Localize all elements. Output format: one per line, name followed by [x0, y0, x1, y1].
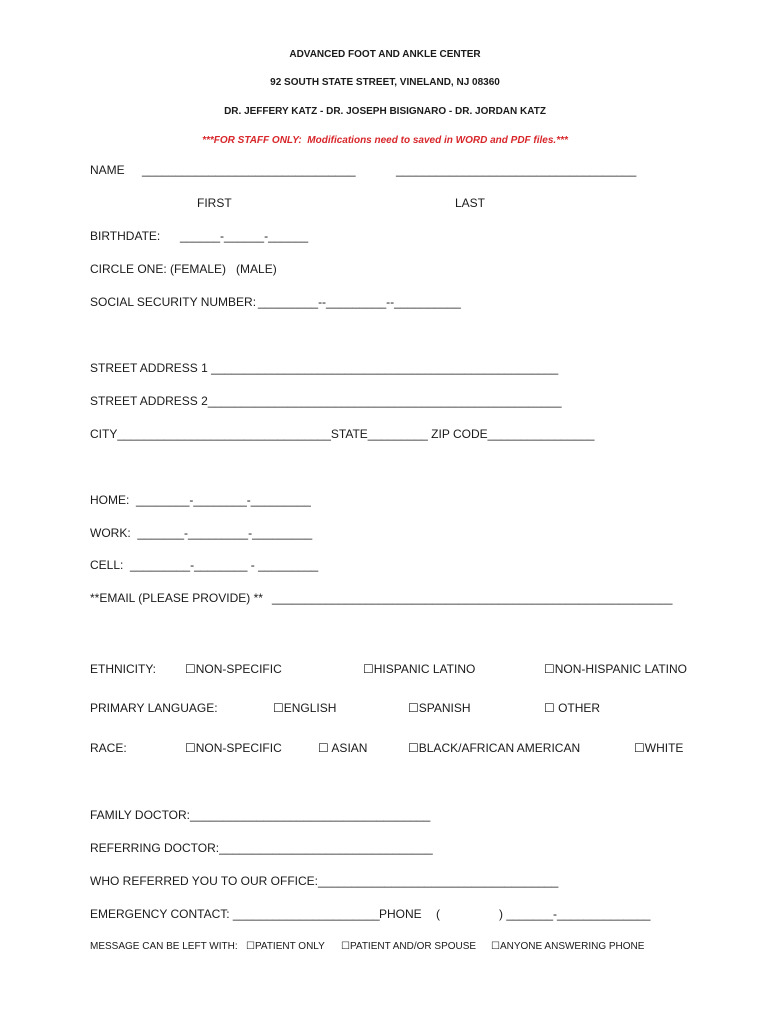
- cell-phone-field[interactable]: CELL: _________-________ - _________: [90, 558, 319, 572]
- ethnicity-hispanic-latino-checkbox[interactable]: ☐HISPANIC LATINO: [363, 662, 476, 676]
- language-spanish-checkbox[interactable]: ☐SPANISH: [408, 701, 471, 715]
- first-name-caption: FIRST: [197, 196, 232, 210]
- family-doctor-field[interactable]: FAMILY DOCTOR:____________________________________: [90, 808, 431, 822]
- message-patient-spouse-checkbox[interactable]: ☐PATIENT AND/OR SPOUSE: [341, 941, 477, 952]
- referred-by-field[interactable]: WHO REFERRED YOU TO OUR OFFICE:____________________________________: [90, 874, 559, 888]
- first-name-field[interactable]: ________________________________: [142, 163, 356, 177]
- message-anyone-checkbox[interactable]: ☐ANYONE ANSWERING PHONE: [491, 941, 645, 952]
- center-name-heading: ADVANCED FOOT AND ANKLE CENTER: [289, 49, 481, 60]
- message-patient-only-checkbox[interactable]: ☐PATIENT ONLY: [246, 941, 325, 952]
- referring-doctor-field[interactable]: REFERRING DOCTOR:________________________________: [90, 841, 433, 855]
- primary-language-label: PRIMARY LANGUAGE:: [90, 701, 218, 715]
- language-other-checkbox[interactable]: ☐ OTHER: [544, 701, 601, 715]
- emergency-phone-label: PHONE: [379, 907, 422, 921]
- race-non-specific-checkbox[interactable]: ☐NON-SPECIFIC: [185, 741, 282, 755]
- race-asian-checkbox[interactable]: ☐ ASIAN: [318, 741, 368, 755]
- gender-circle-one: CIRCLE ONE: (FEMALE) (MALE): [90, 262, 277, 276]
- race-label: RACE:: [90, 741, 127, 755]
- language-english-checkbox[interactable]: ☐ENGLISH: [273, 701, 337, 715]
- ethnicity-non-hispanic-latino-checkbox[interactable]: ☐NON-HISPANIC LATINO: [544, 662, 687, 676]
- city-state-zip-field[interactable]: CITY________________________________STATE_________ ZIP CODE________________: [90, 427, 595, 441]
- ssn-label: SOCIAL SECURITY NUMBER:: [90, 295, 257, 309]
- staff-only-note: ***FOR STAFF ONLY: Modifications need to saved in WORD and PDF files.***: [202, 135, 568, 146]
- email-field[interactable]: ____________________________________________________________: [272, 591, 673, 605]
- ethnicity-non-specific-checkbox[interactable]: ☐NON-SPECIFIC: [185, 662, 282, 676]
- race-white-checkbox[interactable]: ☐WHITE: [634, 741, 684, 755]
- emergency-phone-area-open: (: [436, 907, 440, 921]
- street-address-1-field[interactable]: STREET ADDRESS 1 ____________________________________________________: [90, 361, 559, 375]
- race-black-african-american-checkbox[interactable]: ☐BLACK/AFRICAN AMERICAN: [408, 741, 581, 755]
- last-name-caption: LAST: [455, 196, 486, 210]
- emergency-contact-field[interactable]: EMERGENCY CONTACT: ______________________: [90, 907, 380, 921]
- birthdate-field[interactable]: ______-______-______: [180, 229, 309, 243]
- name-label: NAME: [90, 163, 125, 177]
- street-address-2-field[interactable]: STREET ADDRESS 2_____________________________________________________: [90, 394, 562, 408]
- emergency-phone-field[interactable]: ) _______-______________: [499, 907, 651, 921]
- last-name-field[interactable]: ____________________________________: [396, 163, 637, 177]
- message-label: MESSAGE CAN BE LEFT WITH:: [90, 941, 238, 952]
- home-phone-field[interactable]: HOME: ________-________-_________: [90, 493, 311, 507]
- ethnicity-label: ETHNICITY:: [90, 662, 157, 676]
- email-label: **EMAIL (PLEASE PROVIDE) **: [90, 591, 263, 605]
- birthdate-label: BIRTHDATE:: [90, 229, 161, 243]
- doctors-list: DR. JEFFERY KATZ - DR. JOSEPH BISIGNARO - DR. JORDAN KATZ: [224, 106, 546, 117]
- ssn-field[interactable]: _________--_________--__________: [258, 295, 461, 309]
- center-address: 92 SOUTH STATE STREET, VINELAND, NJ 08360: [270, 77, 500, 88]
- work-phone-field[interactable]: WORK: _______-_________-_________: [90, 526, 313, 540]
